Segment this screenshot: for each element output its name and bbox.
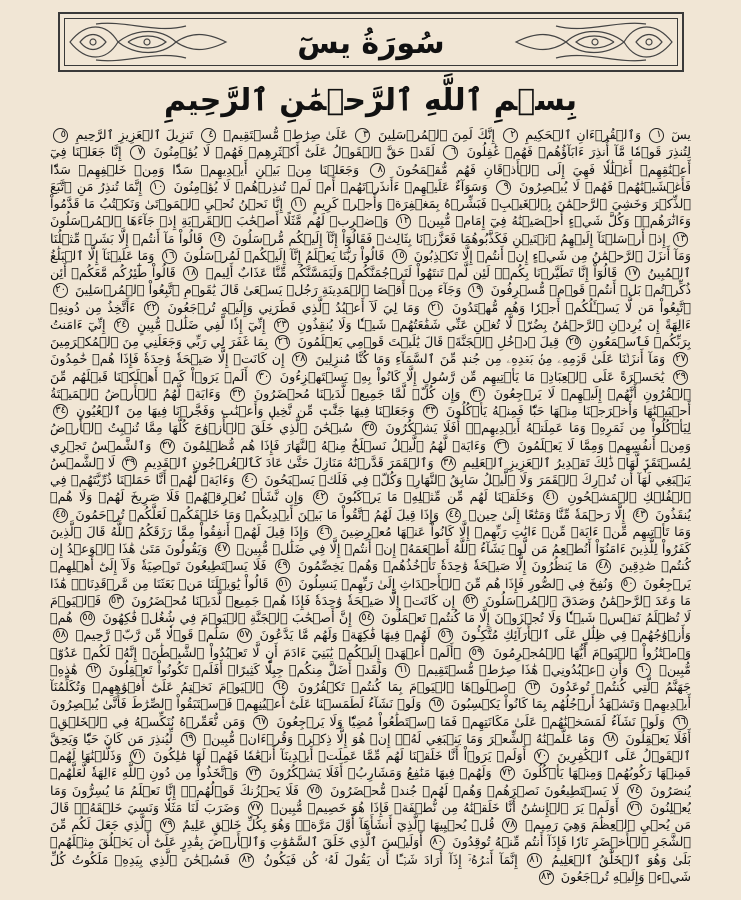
verse-text: وَمَا عَلَيۡنَآ إِلَّا ٱلۡبَلَٰغُ ٱلۡمُبِينُ: [50, 247, 691, 280]
ayah-number-marker: ٢٥: [566, 335, 581, 350]
verse-text: إِنَّمَا تُنذِرُ مَنِ ٱتَّبَعَ ٱلذِّكۡرَ وَخَشِيَ ٱلرَّحۡمَٰنَ بِٱلۡغَيۡبِۖ فَبَشِّرۡهُ بِمَغۡفِرَةٖ وَأَجۡرٖ كَرِيمٍ: [50, 178, 691, 211]
verse-text: ۞أَلَمۡ أَعۡهَدۡ إِلَيۡكُمۡ يَٰبَنِيٓ ءَادَمَ أَن لَّا تَعۡبُدُواْ ٱلشَّيۡطَٰنَۖ إِنَّهُۥ لَكُمۡ عَدُوّٞ مُّبِينٞ: [50, 644, 691, 677]
ayah-number-marker: ٤٠: [242, 473, 257, 488]
surah-title: سُورَةُ يسٓ: [297, 26, 445, 61]
ayah-number-marker: ٢٣: [274, 318, 289, 333]
ayah-number-marker: ١٢: [396, 214, 411, 229]
verse-text: إِن كَانَتۡ إِلَّا صَيۡحَةٗ وَٰحِدَةٗ فَإِذَا هُمۡ خَٰمِدُونَ: [50, 351, 285, 367]
verse-text: لَهُمۡ فِيهَا فَٰكِهَةٞ وَلَهُم مَّا يَدَّعُونَ: [259, 627, 431, 643]
verse-text: وَلَقَدۡ أَضَلَّ مِنكُمۡ جِبِلّٗا كَثِيرًاۖ أَفَلَمۡ تَكُونُواْ تَعۡقِلُونَ: [108, 661, 388, 677]
ayah-number-marker: ٦٦: [673, 715, 688, 730]
ayah-number-marker: ١٩: [468, 283, 483, 298]
ayah-number-marker: ٦١: [395, 663, 410, 678]
verse-text: وَيَقُولُونَ مَتَىٰ هَٰذَا ٱلۡوَعۡدُ إِن كُنتُمۡ صَٰدِقِينَ: [50, 541, 691, 574]
verse-text: ٱلَّذِي جَعَلَ لَكُم مِّنَ ٱلشَّجَرِ ٱلۡأَخۡضَرِ نَارٗا فَإِذَآ أَنتُم مِّنۡهُ تُوقِدُونَ: [50, 817, 691, 850]
verse-text: أَوَلَيۡسَ ٱلَّذِي خَلَقَ ٱلسَّمَٰوَٰتِ وَٱلۡأَرۡضَ بِقَٰدِرٍ عَلَىٰٓ أَن يَخۡلُقَ مِثۡلَهُمۚ بَلَىٰ وَهُوَ ٱلۡخَلَّٰقُ ٱلۡعَلِيمُ: [50, 834, 691, 867]
ayah-number-marker: ٧١: [130, 749, 145, 764]
verse-text: وَسَوَآءٌ عَلَيۡهِمۡ ءَأَنذَرۡتَهُمۡ أَمۡ لَمۡ تُنذِرۡهُمۡ لَا يُؤۡمِنُونَ: [173, 178, 488, 194]
right-ornament-icon: [506, 20, 676, 64]
ayah-number-marker: ٤٨: [596, 559, 611, 574]
verse-text: أَلَمۡ يَرَوۡاْ كَمۡ أَهۡلَكۡنَا قَبۡلَهُم مِّنَ ٱلۡقُرُونِ أَنَّهُمۡ إِلَيۡهِمۡ لَا يَرۡجِعُونَ: [50, 368, 691, 401]
ayah-number-marker: ٥٩: [469, 646, 484, 661]
verse-text: وَءَايَةٞ لَّهُمُ ٱلَّيۡلُ نَسۡلَخُ مِنۡهُ ٱلنَّهَارَ فَإِذَا هُم مُّظۡلِمُونَ: [182, 437, 486, 453]
verse-text: قَالُواْ طَٰٓئِرُكُم مَّعَكُمۡ أَئِن ذُكِّرۡتُمۚ بَلۡ أَنتُمۡ قَوۡمٞ مُّسۡرِفُونَ: [50, 265, 691, 298]
verse-text: ٱلۡيَوۡمَ نَخۡتِمُ عَلَىٰٓ أَفۡوَٰهِهِمۡ وَتُكَلِّمُنَآ أَيۡدِيهِمۡ وَتَشۡهَدُ أَرۡجُلُهُم بِمَا كَانُواْ يَكۡسِبُونَ: [50, 679, 691, 712]
ayah-number-marker: ٣٧: [160, 439, 175, 454]
verse-text: وَٱمۡتَٰزُواْ ٱلۡيَوۡمَ أَيُّهَا ٱلۡمُجۡرِمُونَ: [492, 644, 691, 660]
verse-text: وَخَلَقۡنَا لَهُم مِّن مِّثۡلِهِۦ مَا يَرۡكَبُونَ: [336, 489, 534, 505]
ayah-number-marker: ٨: [370, 163, 385, 178]
ayah-number-marker: ١١: [291, 197, 306, 212]
ayah-number-marker: ٣٥: [362, 421, 377, 436]
verse-text: وَلَوۡ نَشَآءُ لَطَمَسۡنَا عَلَىٰٓ أَعۡيُنِهِمۡ فَٱسۡتَبَقُواْ ٱلصِّرَٰطَ فَأَنَّىٰ يُبۡصِرُونَ: [50, 696, 422, 712]
ayah-number-marker: ٢٦: [275, 335, 290, 350]
ayah-number-marker: ٢١: [428, 301, 443, 316]
ayah-number-marker: ١٥: [392, 249, 407, 264]
ayah-number-marker: ٣٣: [423, 404, 438, 419]
ayah-number-marker: ٣٨: [441, 456, 456, 471]
ayah-number-marker: ٣٩: [122, 456, 137, 471]
verse-text: وَإِذَا قِيلَ لَهُمُ ٱتَّقُواْ مَا بَيۡنَ أَيۡدِيكُمۡ وَمَا خَلۡفَكُمۡ لَعَلَّكُمۡ تُرۡحَمُونَ: [75, 506, 439, 522]
verse-text: قَالُواْ يَٰوَيۡلَنَا مَنۢ بَعَثَنَا مِن مَّرۡقَدِنَاۜۗ هَٰذَا مَا وَعَدَ ٱلرَّحۡمَٰنُ وَصَدَقَ ٱلۡمُرۡسَلُونَ: [50, 575, 691, 608]
ayah-number-marker: ١٨: [183, 266, 198, 281]
verse-text: وَٱضۡرِبۡ لَهُم مَّثَلًا أَصۡحَٰبَ ٱلۡقَرۡيَةِ إِذۡ جَآءَهَا ٱلۡمُرۡسَلُونَ: [50, 213, 389, 229]
verse-text: قَالُواْ رَبُّنَا يَعۡلَمُ إِنَّآ إِلَيۡكُمۡ لَمُرۡسَلُونَ: [183, 247, 385, 263]
ayah-number-marker: ٥٤: [359, 611, 374, 626]
verse-text: إِذۡ أَرۡسَلۡنَآ إِلَيۡهِمُ ٱثۡنَيۡنِ فَكَذَّبُوهُمَا فَعَزَّزۡنَا بِثَالِثٖ فَقَالُوٓاْ إِنَّآ إِلَيۡكُم مُّرۡسَلُونَ: [232, 230, 666, 246]
verse-text: عَلَىٰ صِرَٰطٖ مُّسۡتَقِيمٖ: [223, 127, 348, 142]
ayah-number-marker: ٥: [53, 128, 68, 143]
verse-text: وَٱلشَّمۡسُ تَجۡرِي لِمُسۡتَقَرّٖ لَّهَاۚ ذَٰلِكَ تَقۡدِيرُ ٱلۡعَزِيزِ ٱلۡعَلِيمِ: [50, 437, 691, 470]
ayah-number-marker: ١٦: [162, 249, 177, 264]
verse-text: وَنُفِخَ فِي ٱلصُّورِ فَإِذَا هُم مِّنَ ٱلۡأَجۡدَاثِ إِلَىٰ رَبِّهِمۡ يَنسِلُونَ: [298, 575, 614, 591]
verse-text: إِنَّمَآ أَمۡرُهُۥٓ إِذَآ أَرَادَ شَيۡـًٔا أَن يَقُولَ لَهُۥ كُن فَيَكُونُ: [263, 851, 518, 867]
ayah-number-marker: ٧٠: [534, 749, 549, 764]
ayah-number-marker: ٧٦: [627, 801, 642, 816]
ayah-number-marker: ١٧: [625, 266, 640, 281]
ayah-number-marker: ٥٨: [53, 628, 68, 643]
ayah-number-marker: ٧: [130, 145, 145, 160]
verse-text: وَءَايَةٞ لَّهُمۡ أَنَّا حَمَلۡنَا ذُرِّيَّتَهُمۡ فِي ٱلۡفُلۡكِ ٱلۡمَشۡحُونِ: [50, 472, 691, 505]
verse-text: وَمَآ أَنزَلۡنَا عَلَىٰ قَوۡمِهِۦ مِنۢ بَعۡدِهِۦ مِن جُندٖ مِّنَ ٱلسَّمَآءِ وَمَا كُنَّا مُنزِلِينَ: [315, 351, 666, 367]
verse-text: وَٱلۡقُرۡءَانِ ٱلۡحَكِيمِ: [525, 127, 642, 142]
verse-text: إِن كَانَتۡ إِلَّا صَيۡحَةٗ وَٰحِدَةٗ فَإِذَا هُمۡ جَمِيعٞ لَّدَيۡنَا مُحۡضَرُونَ: [131, 592, 456, 608]
ayah-number-marker: ٥١: [276, 577, 291, 592]
ayah-number-marker: ٥٦: [438, 628, 453, 643]
ayah-number-marker: ٧٤: [627, 784, 642, 799]
ayah-number-marker: ٥٠: [621, 577, 636, 592]
verse-text: وَٱتَّخَذُواْ مِن دُونِ ٱللَّهِ ءَالِهَةٗ لَّعَلَّهُمۡ يُنصَرُونَ: [50, 765, 691, 798]
verse-text: وَإِذَا قِيلَ لَهُمۡ أَنفِقُواْ مِمَّا رَزَقَكُمُ ٱللَّهُ قَالَ ٱلَّذِينَ كَفَرُواْ لِلَّذِينَ ءَامَنُوٓاْ أَنُطۡعِمُ مَن لَّوۡ يَشَآءُ ٱللَّهُ أَطۡعَمَهُۥٓ إِنۡ أَنتُمۡ إِلَّا فِي ضَلَٰلٖ مُّبِينٖ: [50, 523, 691, 556]
verse-text: فَسُبۡحَٰنَ ٱلَّذِي بِيَدِهِۦ مَلَكُوتُ كُلِّ شَيۡءٖ وَإِلَيۡهِ تُرۡجَعُونَ: [50, 851, 691, 884]
verse-text: قُلۡ يُحۡيِيهَا ٱلَّذِيٓ أَنشَأَهَآ أَوَّلَ مَرَّةٖۖ وَهُوَ بِكُلِّ خَلۡقٍ عَلِيمٌ: [182, 817, 495, 832]
verse-text: لَا يَسۡتَطِيعُونَ نَصۡرَهُمۡ وَهُمۡ لَهُمۡ جُندٞ مُّحۡضَرُونَ: [330, 782, 619, 798]
verse-text: وَٱلۡقَمَرَ قَدَّرۡنَٰهُ مَنَازِلَ حَتَّىٰ عَادَ كَٱلۡعُرۡجُونِ ٱلۡقَدِيمِ: [144, 454, 434, 470]
verse-text: إِنَّ أَصۡحَٰبَ ٱلۡجَنَّةِ ٱلۡيَوۡمَ فِي شُغُلٖ فَٰكِهُونَ: [102, 610, 352, 625]
verse-text: يَٰحَسۡرَةً عَلَى ٱلۡعِبَادِۚ مَا يَأۡتِيهِم مِّن رَّسُولٍ إِلَّا كَانُواْ بِهِۦ يَسۡتَهۡزِءُونَ: [279, 368, 665, 384]
verse-text: وَمَن نُّعَمِّرۡهُ نُنَكِّسۡهُ فِي ٱلۡخَلۡقِۚ أَفَلَا يَعۡقِلُونَ: [50, 713, 691, 746]
ayah-number-marker: ١٣: [673, 232, 688, 247]
ayah-number-marker: ٢٠: [53, 283, 68, 298]
verse-text: هُمۡ وَأَزۡوَٰجُهُمۡ فِي ظِلَٰلٍ عَلَى ٱلۡأَرَآئِكِ مُتَّكِـُٔونَ: [50, 610, 691, 643]
verse-text: وَمَا عَلَّمۡنَٰهُ ٱلشِّعۡرَ وَمَا يَنۢبَغِي لَهُۥٓۚ إِنۡ هُوَ إِلَّا ذِكۡرٞ وَقُرۡءَانٞ مُّبِينٞ: [203, 730, 595, 746]
verse-text: بِمَا غَفَرَ لِي رَبِّي وَجَعَلَنِي مِنَ ٱلۡمُكۡرَمِينَ: [50, 334, 269, 349]
surah-header-frame: [58, 12, 684, 72]
verse-text: لِّيُنذِرَ مَن كَانَ حَيّٗا وَيَحِقَّ ٱلۡقَوۡلُ عَلَى ٱلۡكَٰفِرِينَ: [50, 730, 691, 763]
ayah-number-marker: ٣٦: [494, 439, 509, 454]
ayah-number-marker: ٥٥: [80, 611, 95, 626]
verse-text: وَلَهُمۡ فِيهَا مَنَٰفِعُ وَمَشَارِبُۚ أَفَلَا يَشۡكُرُونَ: [269, 765, 492, 781]
verse-text: وَجَعَلۡنَا فِيهَا جَنَّٰتٖ مِّن نَّخِيلٖ وَأَعۡنَٰبٖ وَفَجَّرۡنَا فِيهَا مِنَ ٱلۡعُيُونِ: [76, 403, 415, 418]
verse-text: هَٰذِهِۦ جَهَنَّمُ ٱلَّتِي كُنتُمۡ تُوعَدُونَ: [50, 661, 691, 694]
verse-text: إِنِّيٓ إِذٗا لَّفِي ضَلَٰلٖ مُّبِينٍ: [137, 316, 266, 332]
verse-text: سَلَٰمٞ قَوۡلٗا مِّن رَّبّٖ رَّحِيمٖ: [75, 627, 230, 643]
verse-text: قَالُواْ مَآ أَنتُمۡ إِلَّا بَشَرٞ مِّثۡلُنَا وَمَآ أَنزَلَ ٱلرَّحۡمَٰنُ مِن شَيۡءٍ إِنۡ أَنتُمۡ إِلَّا تَكۡذِبُونَ: [50, 230, 691, 263]
ayah-number-marker: ١٠: [150, 180, 165, 195]
ayah-number-marker: ٣١: [470, 387, 485, 402]
ayah-number-marker: ٤٤: [446, 508, 461, 523]
verse-text: وَلَوۡ نَشَآءُ لَمَسَخۡنَٰهُمۡ عَلَىٰ مَكَانَتِهِمۡ فَمَا ٱسۡتَطَٰعُواْ مُضِيّٗا وَلَا يَرۡجِعُونَ: [276, 713, 665, 729]
ayah-number-marker: ٢٢: [144, 301, 159, 316]
verse-text: قَالُوٓاْ إِنَّا تَطَيَّرۡنَا بِكُمۡۖ لَئِن لَّمۡ تَنتَهُواْ لَنَرۡجُمَنَّكُمۡ وَلَيَمَسَّنَّكُم مِّنَّا عَذَابٌ أَلِيمٞ: [205, 265, 618, 280]
verse-text: وَجَعَلۡنَا مِنۢ بَيۡنِ أَيۡدِيهِمۡ سَدّٗا وَمِنۡ خَلۡفِهِمۡ سَدّٗا فَأَغۡشَيۡنَٰهُمۡ فَهُمۡ لَا يُبۡصِرُونَ: [50, 161, 691, 194]
verse-text: لَا ٱلشَّمۡسُ يَنۢبَغِي لَهَآ أَن تُدۡرِكَ ٱلۡقَمَرَ وَلَا ٱلَّيۡلُ سَابِقُ ٱلنَّهَارِۚ وَكُلّٞ فِي فَلَكٖ يَسۡبَحُونَ: [50, 454, 691, 487]
ayah-number-marker: ٤٦: [317, 525, 332, 540]
ayah-number-marker: ٤١: [543, 490, 558, 505]
ayah-number-marker: ٤٣: [633, 508, 648, 523]
verse-text: فَلَا يَسۡتَطِيعُونَ تَوۡصِيَةٗ وَلَآ إِلَىٰٓ أَهۡلِهِمۡ يَرۡجِعُونَ: [50, 558, 691, 591]
ayah-number-marker: ٣٤: [53, 404, 68, 419]
verse-text: وَضَرَبَ لَنَا مَثَلٗا وَنَسِيَ خَلۡقَهُۥۖ قَالَ مَن يُحۡيِ ٱلۡعِظَٰمَ وَهِيَ رَمِيمٞ: [50, 799, 691, 832]
verse-text: وَمَا تَأۡتِيهِم مِّنۡ ءَايَةٖ مِّنۡ ءَايَٰتِ رَبِّهِمۡ إِلَّا كَانُواْ عَنۡهَا مُعۡرِضِينَ: [339, 523, 691, 539]
ayah-number-marker: ٨٢: [239, 853, 254, 868]
ayah-number-marker: ٧٩: [160, 818, 175, 833]
verse-text: سُبۡحَٰنَ ٱلَّذِي خَلَقَ ٱلۡأَزۡوَٰجَ كُلَّهَا مِمَّا تُنۢبِتُ ٱلۡأَرۡضُ وَمِنۡ أَنفُسِهِمۡ وَمِمَّا لَا يَعۡلَمُونَ: [50, 420, 691, 453]
ayah-number-marker: ٦٨: [603, 732, 618, 747]
verse-text: مَا يَنظُرُونَ إِلَّا صَيۡحَةٗ وَٰحِدَةٗ تَأۡخُذُهُمۡ وَهُمۡ يَخِصِّمُونَ: [297, 558, 588, 574]
verse-text: ٱصۡلَوۡهَا ٱلۡيَوۡمَ بِمَا كُنتُمۡ تَكۡفُرُونَ: [297, 679, 516, 694]
verse-text: وَذَلَّلۡنَٰهَا لَهُمۡ فَمِنۡهَا رَكُوبُهُمۡ وَمِنۡهَا يَأۡكُلُونَ: [50, 748, 691, 781]
ayah-number-marker: ٨٣: [539, 870, 554, 885]
ayah-number-marker: ٤: [201, 128, 216, 143]
ayah-number-marker: ٦٧: [253, 715, 268, 730]
ayah-number-marker: ١: [649, 128, 664, 143]
ayah-number-marker: ٤٧: [215, 542, 230, 557]
ayah-number-marker: ٧٨: [502, 818, 517, 833]
ayah-number-marker: ٣: [355, 128, 370, 143]
verse-text: إِنَّكَ لَمِنَ ٱلۡمُرۡسَلِينَ: [377, 127, 496, 142]
verse-text: تَنزِيلَ ٱلۡعَزِيزِ ٱلرَّحِيمِ: [75, 127, 194, 142]
ayah-number-marker: ٣٢: [230, 387, 245, 402]
verse-text: إِنَّا نَحۡنُ نُحۡيِ ٱلۡمَوۡتَىٰ وَنَكۡتُبُ مَا قَدَّمُواْ وَءَاثَٰرَهُمۡۚ وَكُلَّ شَيۡءٍ أَحۡصَيۡنَٰهُ فِيٓ إِمَامٖ مُّبِينٖ: [50, 196, 691, 229]
ayah-number-marker: ٦: [443, 145, 458, 160]
ayah-number-marker: ٢: [503, 128, 518, 143]
ayah-number-marker: ٩: [496, 180, 511, 195]
verse-text: وَإِن كُلّٞ لَّمَّا جَمِيعٞ لَّدَيۡنَا مُحۡضَرُونَ: [253, 385, 461, 401]
ayah-number-marker: ٦٠: [636, 663, 651, 678]
verse-text: وَأَنِ ٱعۡبُدُونِيۚ هَٰذَا صِرَٰطٞ مُّسۡتَقِيمٞ: [418, 661, 629, 677]
verse-text: إِنِّيٓ ءَامَنتُ بِرَبِّكُمۡ فَٱسۡمَعُونِ: [50, 316, 691, 349]
ayah-number-marker: ٧٥: [307, 784, 322, 799]
ayah-number-marker: ٥٣: [109, 594, 124, 609]
surah-text-block: [50, 126, 691, 892]
verse-text: ٱتَّبِعُواْ مَن لَّا يَسۡـَٔلُكُمۡ أَجۡرٗا وَهُم مُّهۡتَدُونَ: [452, 299, 691, 315]
verse-text: إِلَّا رَحۡمَةٗ مِّنَّا وَمَتَٰعًا إِلَىٰ حِينٖ: [468, 506, 626, 522]
verse-text: فَٱلۡيَوۡمَ لَا تُظۡلَمُ نَفۡسٞ شَيۡـٔٗا وَلَا تُجۡزَوۡنَ إِلَّا مَا كُنتُمۡ تَعۡمَلُونَ: [50, 592, 691, 625]
ayah-number-marker: ٦٢: [86, 663, 101, 678]
ayah-number-marker: ٦٥: [429, 697, 444, 712]
verse-text: فَلَا يَحۡزُنكَ قَوۡلُهُمۡۘ إِنَّا نَعۡلَمُ مَا يُسِرُّونَ وَمَا يُعۡلِنُونَ: [50, 782, 691, 815]
verse-text: إِنَّا جَعَلۡنَا فِيٓ أَعۡنَٰقِهِمۡ أَغۡلَٰلٗا فَهِيَ إِلَى ٱلۡأَذۡقَانِ فَهُم مُّقۡمَحُونَ: [50, 144, 691, 177]
ayah-number-marker: ١٤: [210, 232, 225, 247]
verse-text: يسٓ: [671, 127, 691, 142]
ayah-number-marker: ٢٧: [673, 352, 688, 367]
ayah-number-marker: ٥٧: [237, 628, 252, 643]
ayah-number-marker: ٨٠: [430, 835, 445, 850]
verse-text: أَوَلَمۡ يَرَ ٱلۡإِنسَٰنُ أَنَّا خَلَقۡنَٰهُ مِن نُّطۡفَةٖ فَإِذَا هُوَ خَصِيمٞ مُّبِينٞ: [271, 799, 619, 815]
ayah-number-marker: ٤٥: [53, 508, 68, 523]
ayah-number-marker: ٤٢: [313, 490, 328, 505]
verse-text: وَمَا لِيَ لَآ أَعۡبُدُ ٱلَّذِي فَطَرَنِي وَإِلَيۡهِ تُرۡجَعُونَ: [167, 299, 420, 315]
verse-text: وَإِن نَّشَأۡ نُغۡرِقۡهُمۡ فَلَا صَرِيخَ لَهُمۡ وَلَا هُمۡ يُنقَذُونَ: [50, 489, 691, 522]
verse-text: أَوَلَمۡ يَرَوۡاْ أَنَّا خَلَقۡنَا لَهُم مِّمَّا عَمِلَتۡ أَيۡدِينَآ أَنۡعَٰمٗا فَهُمۡ لَهَا مَٰلِكُونَ: [153, 748, 527, 763]
verse-text: لِيَأۡكُلُواْ مِن ثَمَرِهِۦ وَمَا عَمِلَتۡهُ أَيۡدِيهِمۡۚ أَفَلَا يَشۡكُرُونَ: [385, 420, 691, 436]
basmala: بِسۡمِ ٱللَّهِ ٱلرَّحۡمَٰنِ ٱلرَّحِيمِ: [163, 83, 578, 118]
ayah-number-marker: ٨١: [527, 853, 542, 868]
ayah-number-marker: ٦٩: [181, 732, 196, 747]
ayah-number-marker: ٧٣: [246, 766, 261, 781]
ayah-number-marker: ٧٢: [500, 766, 515, 781]
ayah-number-marker: ٦٤: [273, 680, 288, 695]
verse-text: وَجَآءَ مِنۡ أَقۡصَا ٱلۡمَدِينَةِ رَجُلٞ يَسۡعَىٰ قَالَ يَٰقَوۡمِ ٱتَّبِعُواْ ٱلۡمُرۡسَلِينَ: [75, 282, 462, 298]
ayah-number-marker: ٢٩: [673, 370, 688, 385]
verse-text: ءَأَتَّخِذُ مِن دُونِهِۦٓ ءَالِهَةً إِن يُرِدۡنِ ٱلرَّحۡمَٰنُ بِضُرّٖ لَّا تُغۡنِ عَنِّي شَفَٰعَتُهُمۡ شَيۡـٔٗا وَلَا يُنقِذُونِ: [50, 299, 691, 332]
verse-text: لِتُنذِرَ قَوۡمٗا مَّآ أُنذِرَ ءَابَآؤُهُمۡ فَهُمۡ غَٰفِلُونَ: [466, 144, 691, 160]
verse-text: لَقَدۡ حَقَّ ٱلۡقَوۡلُ عَلَىٰٓ أَكۡثَرِهِمۡ فَهُمۡ لَا يُؤۡمِنُونَ: [153, 144, 435, 160]
ayah-number-marker: ٣٠: [256, 370, 271, 385]
ayah-number-marker: ٢٤: [114, 318, 129, 333]
ayah-number-marker: ٧٧: [248, 801, 263, 816]
ayah-number-marker: ٢٨: [292, 352, 307, 367]
verse-text: وَءَايَةٞ لَّهُمُ ٱلۡأَرۡضُ ٱلۡمَيۡتَةُ أَحۡيَيۡنَٰهَا وَأَخۡرَجۡنَا مِنۡهَا حَبّٗا فَمِنۡهُ يَأۡكُلُونَ: [50, 385, 691, 418]
ayah-number-marker: ٤٩: [275, 559, 290, 574]
ayah-number-marker: ٥٢: [463, 594, 478, 609]
ayah-number-marker: ٦٣: [525, 680, 540, 695]
verse-text: قِيلَ ٱدۡخُلِ ٱلۡجَنَّةَۖ قَالَ يَٰلَيۡتَ قَوۡمِي يَعۡلَمُونَ: [297, 334, 560, 349]
